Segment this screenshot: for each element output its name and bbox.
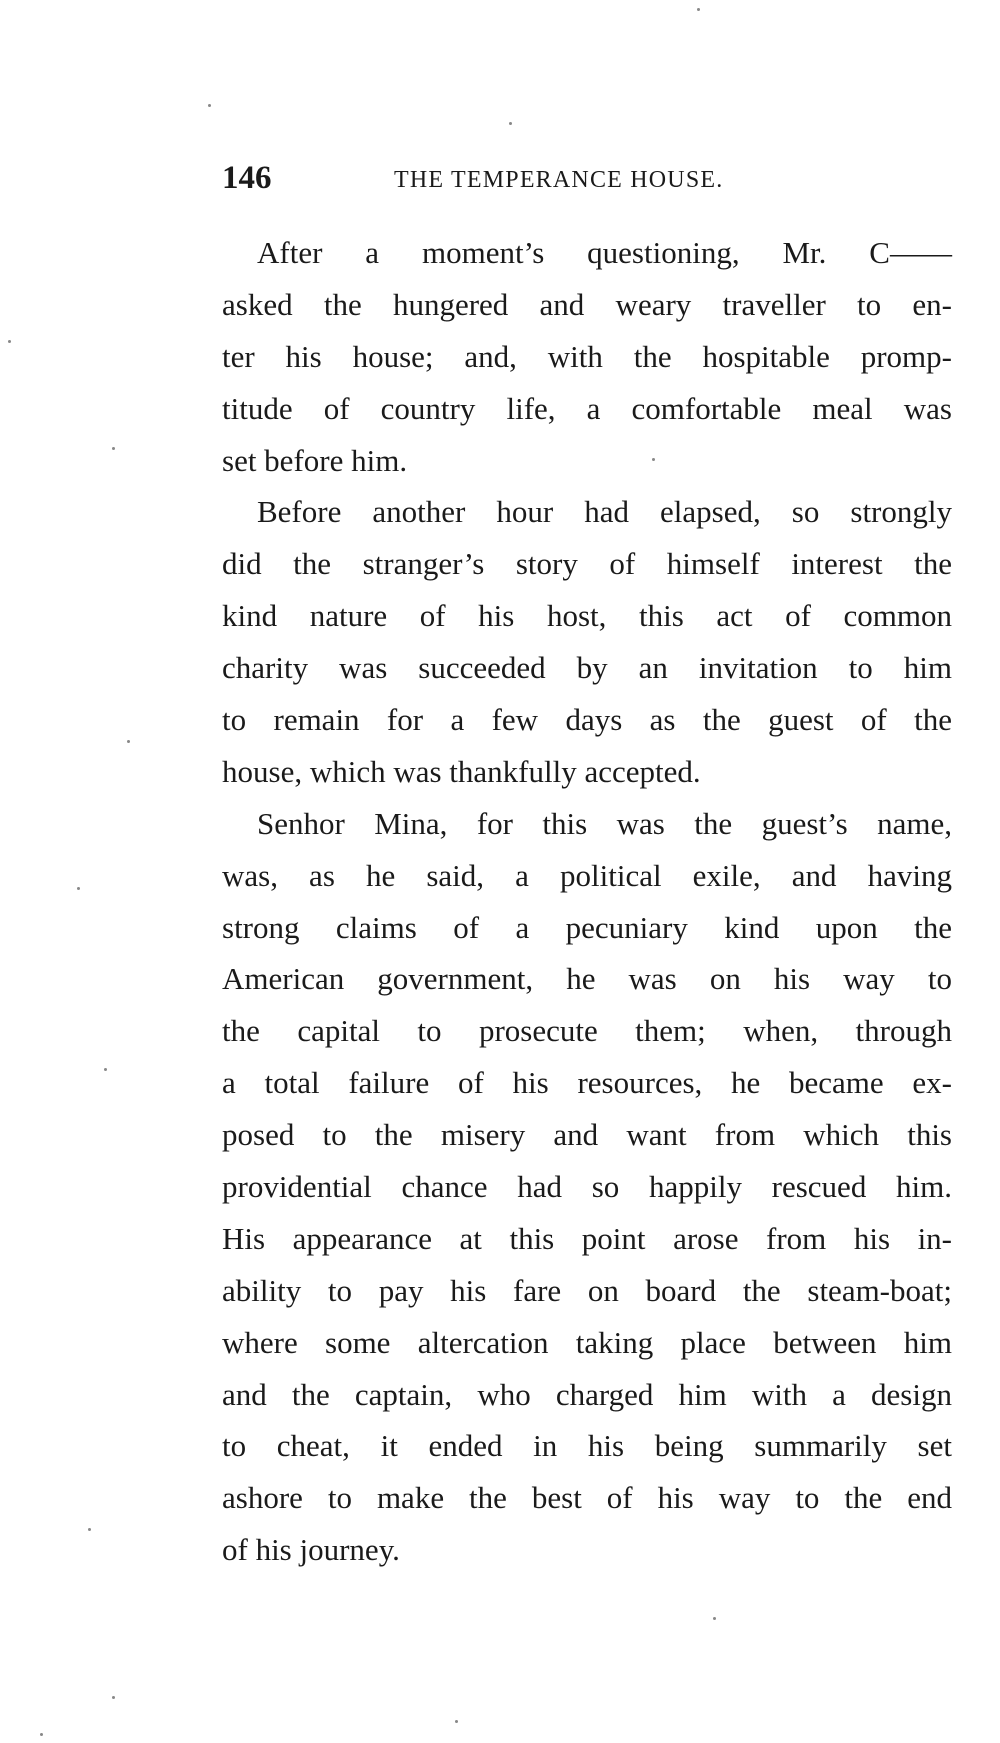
scan-speck — [455, 1720, 458, 1723]
text-line: was, as he said, a political exile, and having — [222, 857, 952, 893]
scan-speck — [509, 122, 512, 125]
text-line: providential chance had so happily rescued him. — [222, 1169, 952, 1205]
running-title: THE TEMPERANCE HOUSE. — [394, 167, 724, 193]
body-text — [222, 227, 952, 1576]
scan-speck — [8, 340, 11, 343]
text-line: ashore to make the best of his way to the end — [222, 1480, 952, 1516]
text-line: a total failure of his resources, he became ex- — [222, 1065, 952, 1101]
text-line: set before him. — [222, 442, 408, 478]
text-line: to cheat, it ended in his being summarily set — [222, 1428, 952, 1464]
scan-speck — [208, 104, 211, 107]
scan-speck — [713, 1617, 716, 1620]
text-line: to remain for a few days as the guest of the — [222, 702, 952, 738]
text-line: titude of country life, a comfortable meal was — [222, 390, 952, 426]
scan-speck — [127, 740, 130, 743]
text-line: Before another hour had elapsed, so strongly — [257, 494, 952, 530]
page-number: 146 — [222, 160, 272, 196]
text-line: His appearance at this point arose from his in- — [222, 1220, 952, 1256]
text-line: posed to the misery and want from which this — [222, 1117, 952, 1153]
scan-speck — [112, 447, 115, 450]
scan-speck — [88, 1528, 91, 1531]
scan-speck — [77, 887, 80, 890]
text-line: did the stranger’s story of himself interest the — [222, 546, 952, 582]
text-line: After a moment’s questioning, Mr. C—— — [257, 235, 952, 270]
text-line: the capital to prosecute them; when, through — [222, 1013, 952, 1049]
text-line: American government, he was on his way to — [222, 961, 952, 997]
scan-speck — [40, 1733, 43, 1736]
text-line: and the captain, who charged him with a design — [222, 1376, 952, 1412]
running-head — [222, 158, 952, 198]
text-line: asked the hungered and weary traveller to en- — [222, 286, 952, 322]
text-line: Senhor Mina, for this was the guest’s name, — [257, 805, 952, 841]
text-line: kind nature of his host, this act of common — [222, 598, 952, 634]
scan-speck — [652, 458, 655, 461]
text-line: of his journey. — [222, 1532, 400, 1568]
scan-speck — [104, 1068, 107, 1071]
text-line: ability to pay his fare on board the steam-boat; — [222, 1272, 952, 1308]
text-line: where some altercation taking place between him — [222, 1324, 952, 1360]
text-line: ter his house; and, with the hospitable promp- — [222, 338, 952, 374]
text-line: charity was succeeded by an invitation to him — [222, 650, 952, 686]
text-line: strong claims of a pecuniary kind upon the — [222, 909, 952, 945]
scan-speck — [112, 1696, 115, 1699]
text-line: house, which was thankfully accepted. — [222, 753, 701, 789]
scan-speck — [697, 8, 700, 11]
